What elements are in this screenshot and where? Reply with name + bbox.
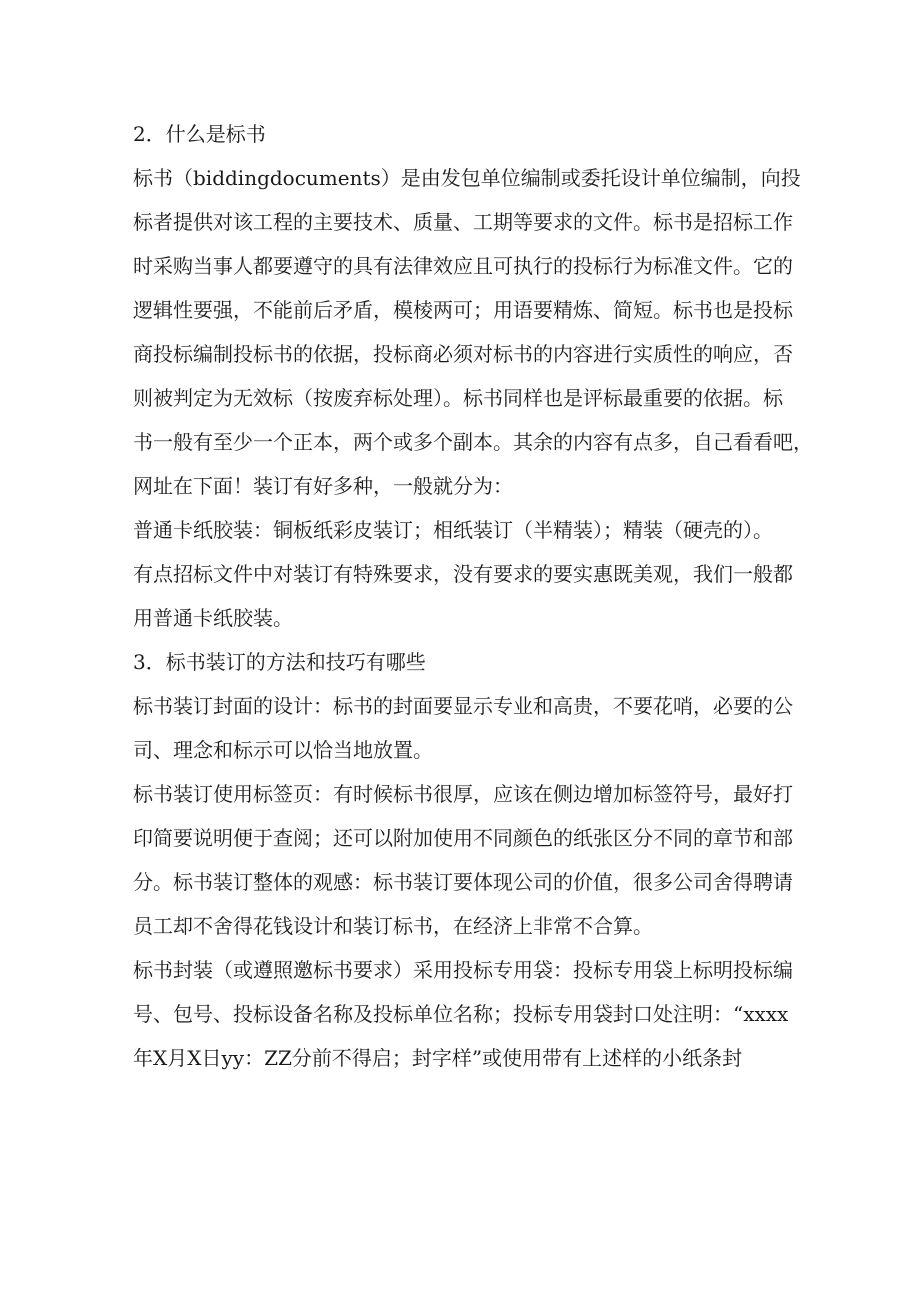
text-line: 号、包号、投标设备名称及投标单位名称；投标专用袋封口处注明：“xxxx — [133, 1002, 789, 1026]
text-line: 印简要说明便于查阅；还可以附加使用不同颜色的纸张区分不同的章节和部 — [133, 826, 793, 850]
section-heading-2: 2．什么是标书 — [133, 122, 266, 146]
text-line: 有点招标文件中对装订有特殊要求，没有要求的要实惠既美观，我们一般都 — [133, 562, 793, 586]
text-line: 普通卡纸胶装：铜板纸彩皮装订；相纸装订（半精装）；精装（硬壳的）。 — [133, 518, 773, 542]
text-line: 标者提供对该工程的主要技术、质量、工期等要求的文件。标书是招标工作 — [133, 210, 793, 234]
document-body — [133, 112, 813, 1080]
text-line: 用普通卡纸胶装。 — [133, 606, 293, 630]
text-line: 标书封装（或遵照邀标书要求）采用投标专用袋：投标专用袋上标明投标编 — [133, 958, 793, 982]
text-line: 年X月X日yy：ZZ分前不得启；封字样”或使用带有上述样的小纸条封 — [133, 1046, 743, 1070]
text-line: 逻辑性要强，不能前后矛盾，模棱两可；用语要精炼、简短。标书也是投标 — [133, 298, 793, 322]
text-line: 标书（biddingdocuments）是由发包单位编制或委托设计单位编制，向投 — [133, 166, 801, 190]
text-line: 书一般有至少一个正本，两个或多个副本。其余的内容有点多，自己看看吧， — [133, 430, 813, 454]
text-line: 网址在下面！装订有好多种，一般就分为： — [133, 474, 513, 498]
text-line: 司、理念和标示可以恰当地放置。 — [133, 738, 433, 762]
text-line: 分。标书装订整体的观感：标书装订要体现公司的价值，很多公司舍得聘请 — [133, 870, 793, 894]
text-line: 员工却不舍得花钱设计和装订标书，在经济上非常不合算。 — [133, 914, 653, 938]
text-line: 则被判定为无效标（按废弃标处理）。标书同样也是评标最重要的依据。标 — [133, 386, 783, 410]
text-line: 商投标编制投标书的依据，投标商必须对标书的内容进行实质性的响应，否 — [133, 342, 793, 366]
text-line: 时采购当事人都要遵守的具有法律效应且可执行的投标行为标准文件。它的 — [133, 254, 793, 278]
text-line: 标书装订使用标签页：有时候标书很厚，应该在侧边增加标签符号，最好打 — [133, 782, 793, 806]
section-heading-3: 3．标书装订的方法和技巧有哪些 — [133, 650, 426, 674]
text-line: 标书装订封面的设计：标书的封面要显示专业和高贵，不要花哨，必要的公 — [133, 694, 793, 718]
